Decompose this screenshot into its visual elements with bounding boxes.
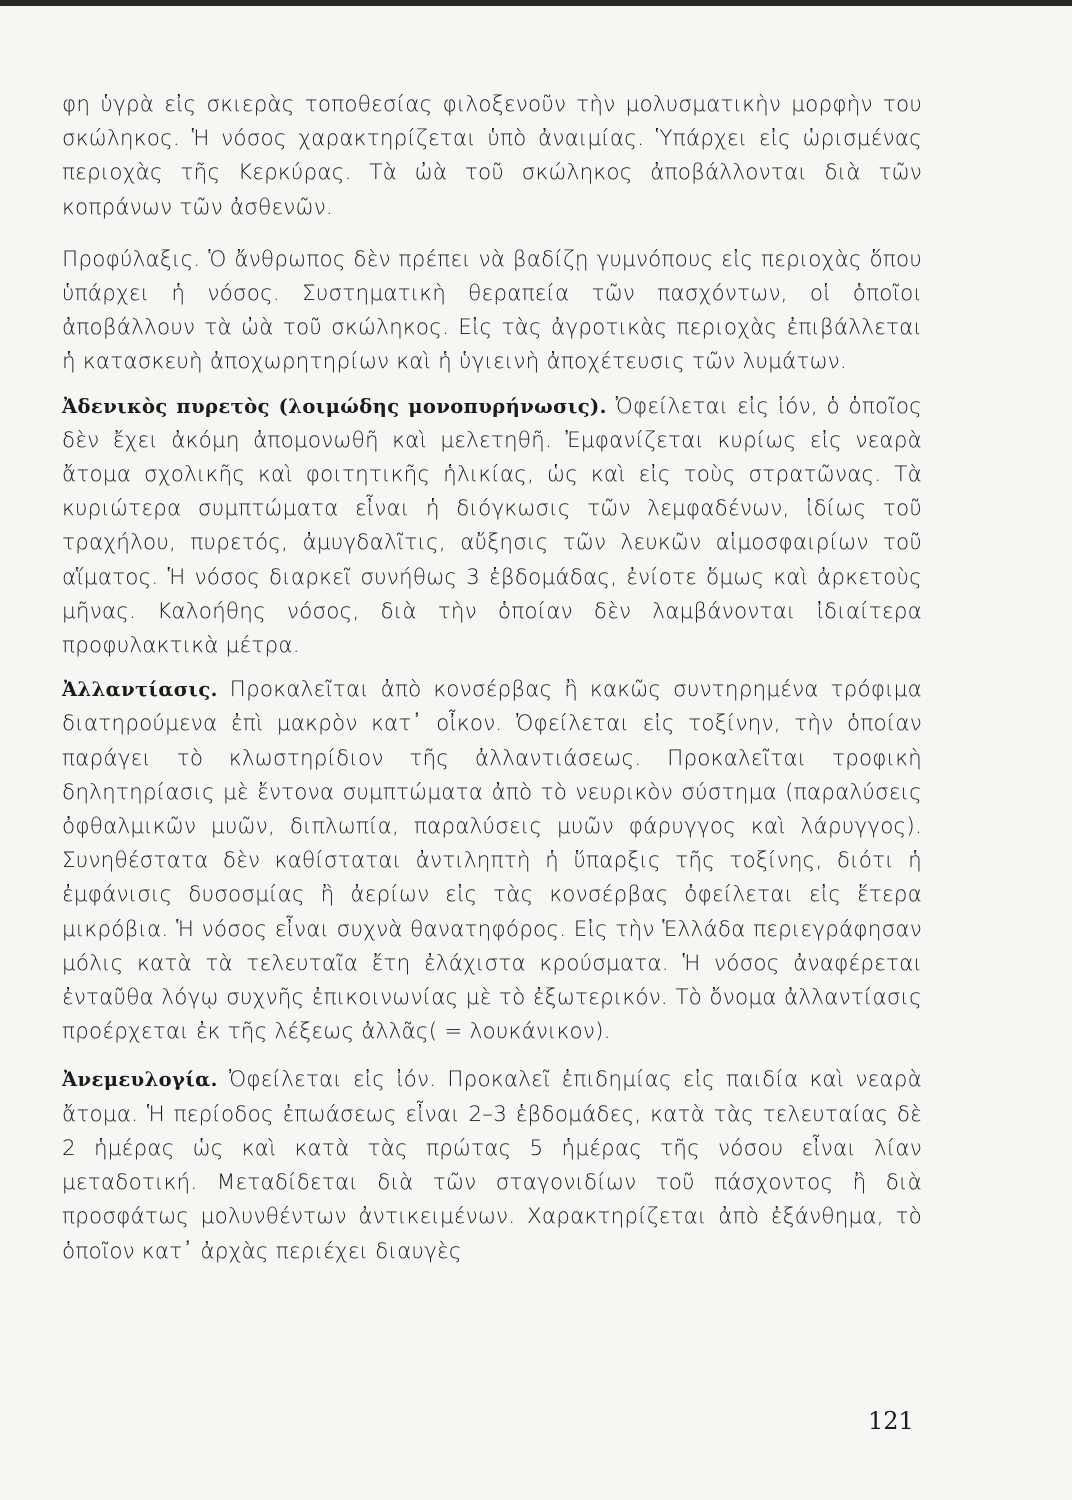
paragraph-text: Προφύλαξις. Ὁ ἄνθρωπος δὲν πρέπει νὰ βαδίζῃ γυμνόπους εἰς περιοχὰς ὅπου ὑπάρχει ἡ νόσος. Συστηματικὴ θεραπεία τῶν πασχόντων, οἱ ὁποῖοι ἀποβάλλουν τὰ ὠὰ τοῦ σκώληκος. Εἰς τὰς ἀγροτικὰς περιοχὰς ἐπιβάλλεται ἡ κατασκευὴ ἀποχωρητηρίων καὶ ἡ ὑγιεινὴ ἀποχέτευσις τῶν λυμάτων. bbox=[62, 246, 922, 375]
paragraph-text: Ὀφείλεται εἰς ἰόν. Προκαλεῖ ἐπιδημίας εἰς παιδία καὶ νεαρὰ ἄτομα. Ἡ περίοδος ἐπωάσεως εἶναι 2–3 ἑβδομάδες, κατὰ τὰς τελευταίας δὲ 2 ἡμέρας ὡς καὶ κατὰ τὰς πρώτας 5 ἡμέρας τῆς νόσου εἶναι λίαν μεταδοτική. Μεταδίδεται διὰ τῶν σταγονιδίων τοῦ πάσχοντος ἢ διὰ προσφάτως μολυνθέντων ἀντικειμένων. Χαρακτηρίζεται ἀπὸ ἐξάνθημα, τὸ ὁποῖον κατ᾽ ἀρχὰς περιέχει διαυγὲς bbox=[62, 1067, 922, 1264]
paragraph-glandular-fever bbox=[62, 390, 922, 664]
paragraph-hookworm-end bbox=[62, 88, 922, 225]
page-body bbox=[62, 88, 922, 1269]
paragraph-text: φη ὑγρὰ εἰς σκιερὰς τοποθεσίας φιλοξενοῦν τὴν μολυσματικὴν μορφὴν του σκώληκος. Ἡ νόσος χαρακτηρίζεται ὑπὸ ἀναιμίας. Ὑπάρχει εἰς ὡρισμένας περιοχὰς τῆς Κερκύρας. Τὰ ὠὰ τοῦ σκώληκος ἀποβάλλονται διὰ τῶν κοπράνων τῶν ἀσθενῶν. bbox=[62, 92, 922, 220]
paragraph-text: Προκαλεῖται ἀπὸ κονσέρβας ἢ κακῶς συντηρημένα τρόφιμα διατηρούμενα ἐπὶ μακρὸν κατ᾽ οἶκον. Ὀφείλεται εἰς τοξίνην, τὴν ὁποίαν παράγει τὸ κλωστηρίδιον τῆς ἀλλαντιάσεως. Προκαλεῖται τροφικὴ δηλητηρίασις μὲ ἔντονα συμπτώματα ἀπὸ τὸ νευρικὸν σύστημα (παραλύσεις ὀφθαλμικῶν μυῶν, διπλωπία, παραλύσεις μυῶν φάρυγγος καὶ λάρυγγος). Συνηθέστατα δὲν καθίσταται ἀντιληπτὴ ἡ ὕπαρξις τῆς τοξίνης, διότι ἡ ἐμφάνισις δυσοσμίας ἢ ἀερίων εἰς τὰς κονσέρβας ὀφείλεται εἰς ἕτερα μικρόβια. Ἡ νόσος εἶναι συχνὰ θανατηφόρος. Εἰς τὴν Ἑλλάδα περιεγράφησαν μόλις κατὰ τὰ τελευταῖα ἔτη ἐλάχιστα κρούσματα. Ἡ νόσος ἀναφέρεται ἐνταῦθα λόγῳ συχνῆς ἐπικοινωνίας μὲ τὸ ἐξωτερικόν. Τὸ ὄνομα ἀλλαντίασις προέρχεται ἐκ τῆς λέξεως ἀλλᾶς( = λουκάνικον). bbox=[62, 677, 922, 1045]
page-number: 121 bbox=[868, 1407, 914, 1435]
paragraph-prophylaxis bbox=[62, 243, 922, 380]
entry-term-chickenpox: Ἀνεμευλογία. bbox=[62, 1068, 218, 1092]
paragraph-chickenpox bbox=[62, 1063, 922, 1268]
page-top-edge bbox=[0, 0, 1072, 6]
entry-term-glandular-fever: Ἀδενικὸς πυρετὸς (λοιμώδης μονοπυρήνωσις). bbox=[62, 394, 607, 418]
paragraph-botulism bbox=[62, 673, 922, 1049]
paragraph-text: Ὀφείλεται εἰς ἰόν, ὁ ὁποῖος δὲν ἔχει ἀκόμη ἀπομονωθῆ καὶ μελετηθῆ. Ἐμφανίζεται κυρίως εἰς νεαρὰ ἄτομα σχολικῆς καὶ φοιτητικῆς ἡλικίας, ὡς καὶ εἰς τοὺς στρατῶνας. Τὰ κυριώτερα συμπτώματα εἶναι ἡ διόγκωσις τῶν λεμφαδένων, ἰδίως τοῦ τραχήλου, πυρετός, ἀμυγδαλῖτις, αὔξησις τῶν λευκῶν αἱμοσφαιρίων τοῦ αἵματος. Ἡ νόσος διαρκεῖ συνήθως 3 ἑβδομάδας, ἐνίοτε ὅμως καὶ ἀρκετοὺς μῆνας. Καλοήθης νόσος, διὰ τὴν ὁποίαν δὲν λαμβάνονται ἰδιαίτερα προφυλακτικὰ μέτρα. bbox=[62, 393, 922, 659]
entry-term-botulism: Ἀλλαντίασις. bbox=[62, 678, 218, 702]
